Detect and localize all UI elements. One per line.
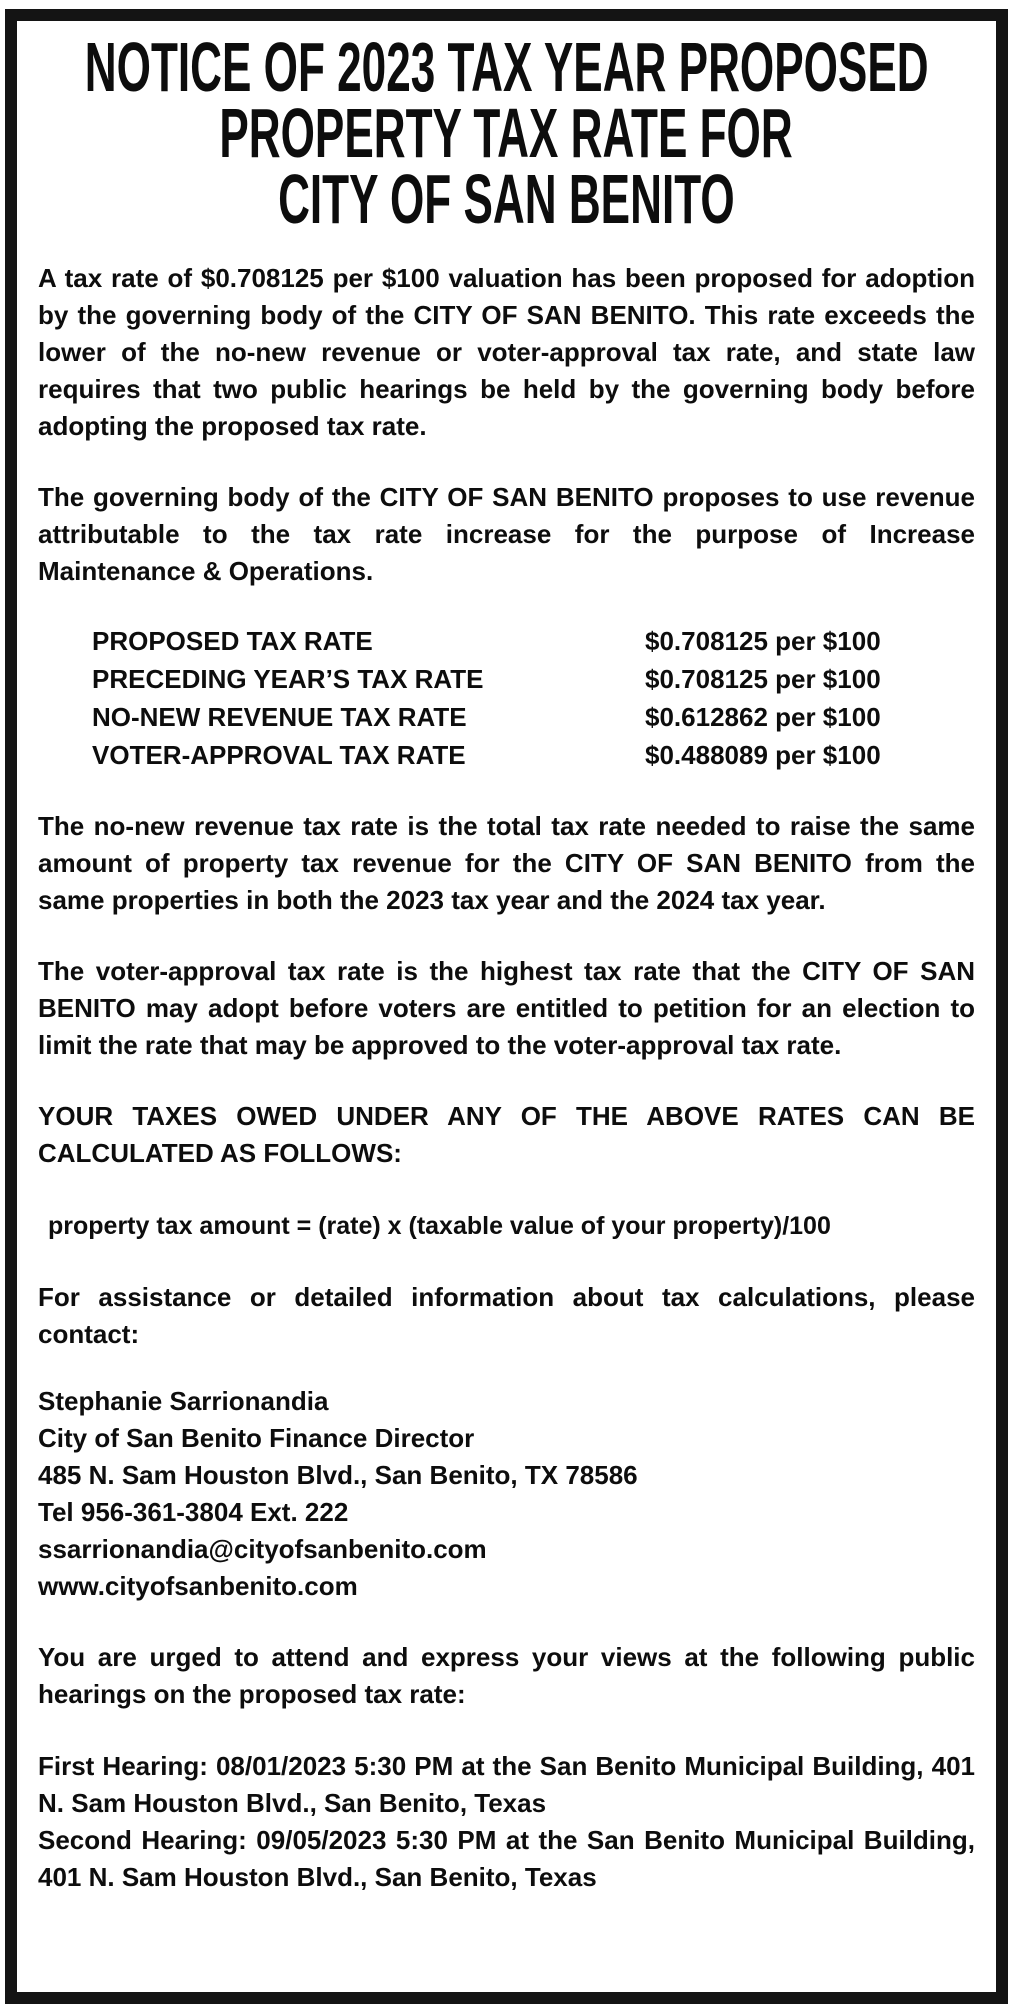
contact-website: www.cityofsanbenito.com — [38, 1571, 358, 1601]
paragraph-no-new-revenue: The no-new revenue tax rate is the total tax rate needed to raise the same amount of property tax revenue for the CITY OF SAN BENITO from the same properties in both the 2023 tax year and the 2024 tax year. — [38, 811, 975, 915]
contact-email: ssarrionandia@cityofsanbenito.com — [38, 1534, 487, 1564]
rate-value: $0.708125 per $100 — [645, 664, 881, 694]
rate-label: PRECEDING YEAR’S TAX RATE — [92, 664, 484, 694]
contact-phone: Tel 956-361-3804 Ext. 222 — [38, 1497, 349, 1527]
contact-block — [38, 1383, 975, 1605]
rate-value: $0.708125 per $100 — [645, 626, 881, 656]
title-line-1-text: NOTICE OF 2023 TAX YEAR PROPOSED — [84, 28, 929, 106]
notice-frame — [5, 9, 1008, 2004]
title-line-3 — [38, 160, 975, 238]
title-line-2-text: PROPERTY TAX RATE FOR — [219, 94, 794, 172]
formula-line: property tax amount = (rate) x (taxable value of your property)/100 — [48, 1212, 831, 1240]
title-line-2 — [38, 94, 975, 172]
paragraph-intro: A tax rate of $0.708125 per $100 valuation has been proposed for adoption by the governing body of the CITY OF SAN BENITO. This rate exceeds the lower of the no-new revenue or voter-approval tax rate, and state law requires that two public hearings be held by the governing body before adopting the proposed tax rate. — [38, 263, 975, 441]
rate-label: NO-NEW REVENUE TAX RATE — [92, 702, 467, 732]
contact-title: City of San Benito Finance Director — [38, 1423, 475, 1453]
notice-title — [38, 28, 975, 238]
rate-value: $0.488089 per $100 — [645, 740, 881, 770]
rate-table — [38, 622, 975, 774]
title-line-1 — [38, 28, 975, 106]
rate-value: $0.612862 per $100 — [645, 702, 881, 732]
table-row — [92, 622, 975, 660]
contact-name: Stephanie Sarrionandia — [38, 1386, 329, 1416]
rate-label: VOTER-APPROVAL TAX RATE — [92, 740, 466, 770]
rate-label: PROPOSED TAX RATE — [92, 626, 373, 656]
paragraph-voter-approval: The voter-approval tax rate is the highest tax rate that the CITY OF SAN BENITO may adopt before voters are entitled to petition for an election to limit the rate that may be approved to the voter-approval tax rate. — [38, 956, 975, 1060]
table-row — [92, 698, 975, 736]
paragraph-assistance: For assistance or detailed information about tax calculations, please contact: — [38, 1282, 975, 1349]
paragraph-hearings-intro: You are urged to attend and express your views at the following public hearings on the proposed tax rate: — [38, 1642, 975, 1709]
table-row — [92, 736, 975, 774]
first-hearing: First Hearing: 08/01/2023 5:30 PM at the San Benito Municipal Building, 401 N. Sam Houston Blvd., San Benito, Texas — [38, 1751, 975, 1818]
title-line-3-text: CITY OF SAN BENITO — [278, 160, 735, 238]
contact-address: 485 N. Sam Houston Blvd., San Benito, TX 78586 — [38, 1460, 638, 1490]
paragraph-purpose: The governing body of the CITY OF SAN BENITO proposes to use revenue attributable to the tax rate increase for the purpose of Increase Maintenance & Operations. — [38, 482, 975, 586]
second-hearing: Second Hearing: 09/05/2023 5:30 PM at the San Benito Municipal Building, 401 N. Sam Houston Blvd., San Benito, Texas — [38, 1825, 975, 1892]
table-row — [92, 660, 975, 698]
paragraph-calculation-heading: YOUR TAXES OWED UNDER ANY OF THE ABOVE RATES CAN BE CALCULATED AS FOLLOWS: — [38, 1101, 975, 1168]
